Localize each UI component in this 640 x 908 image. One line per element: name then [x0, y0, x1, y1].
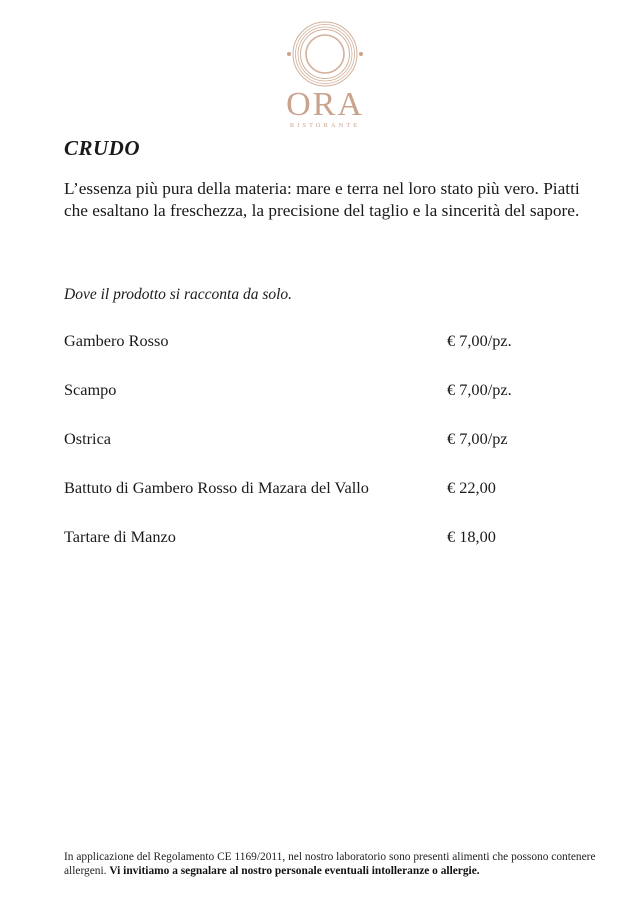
- logo-subtitle: RISTORANTE: [289, 122, 361, 129]
- item-name: Battuto di Gambero Rosso di Mazara del Vallo: [64, 478, 369, 497]
- allergen-notice: [64, 850, 604, 878]
- allergen-notice-text: In applicazione del Regolamento CE 1169/2011, nel nostro laboratorio sono presenti alimenti che possono contenere allergeni.: [64, 851, 596, 877]
- logo-wordmark: ORA: [286, 86, 364, 123]
- logo-rings-icon: [270, 20, 380, 90]
- section-tagline: Dove il prodotto si racconta da solo.: [64, 286, 293, 303]
- restaurant-logo: [270, 20, 380, 135]
- section-intro: L’essenza più pura della materia: mare e terra nel loro stato più vero. Piatti che esaltano la freschezza, la precisione del taglio e la sincerità del sapore.: [64, 179, 580, 220]
- item-price: € 18,00: [447, 527, 496, 546]
- item-price: € 7,00/pz.: [447, 331, 512, 350]
- item-price: € 22,00: [447, 478, 496, 497]
- item-name: Scampo: [64, 380, 117, 399]
- item-price: € 7,00/pz: [447, 429, 508, 448]
- allergen-notice-emphasis: Vi invitiamo a segnalare al nostro personale eventuali intolleranze o allergie.: [109, 865, 480, 877]
- section-title: CRUDO: [64, 136, 141, 160]
- item-name: Gambero Rosso: [64, 331, 169, 350]
- item-name: Tartare di Manzo: [64, 527, 176, 546]
- item-name: Ostrica: [64, 429, 112, 448]
- item-price: € 7,00/pz.: [447, 380, 512, 399]
